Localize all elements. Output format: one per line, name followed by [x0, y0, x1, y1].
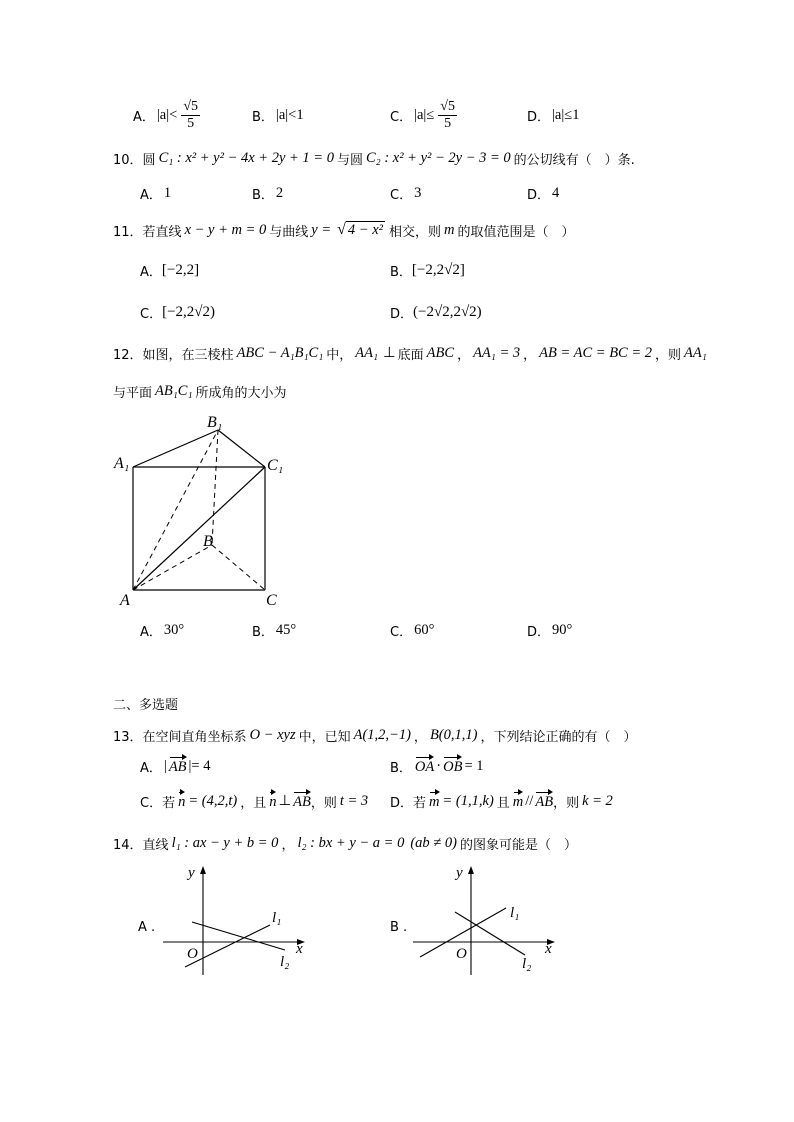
q11-option-b: [390, 258, 465, 282]
stem-text: 所成角的大小为: [195, 385, 287, 401]
question-number: 13．: [113, 729, 143, 745]
line-l2-equation: l₂ : bx + y − a = 0: [297, 834, 405, 851]
line-l2: [192, 922, 285, 950]
q14-figure-a: [130, 860, 310, 980]
option-math: t = 3: [339, 792, 369, 809]
point-a: A(1,2,−1): [353, 726, 411, 743]
option-value: (−2√2,2√2): [413, 303, 482, 320]
option-text: 且: [496, 795, 510, 811]
line-label-l1: l₁: [510, 905, 520, 921]
stem-text: 底面: [397, 347, 424, 363]
option-label: D．: [527, 187, 551, 203]
q11-option-c: [140, 300, 215, 324]
coordinate-system: O − xyz: [249, 726, 296, 743]
option-text: 若: [413, 795, 427, 811]
option-label: B．: [390, 264, 412, 280]
fraction-numerator: √5: [183, 98, 199, 114]
vector-m: m: [429, 793, 440, 810]
stem-text: 与平面: [113, 385, 153, 401]
q14-stem: [113, 831, 577, 855]
option-math: = 1: [464, 757, 484, 774]
q12-option-c: [390, 618, 436, 642]
edge-length: AA₁ = 3: [473, 344, 521, 361]
base-name: ABC: [426, 344, 455, 361]
stem-text: 圆: [142, 152, 156, 168]
vector-n: n: [178, 793, 186, 810]
line-label-l2: l₂: [522, 956, 532, 972]
edge-b1-b: [212, 430, 218, 545]
option-text: ，且: [240, 795, 267, 811]
stem-text: ，: [457, 347, 471, 363]
prism-name: ABC − A₁B₁C₁: [236, 344, 324, 361]
stem-text: ，: [523, 347, 537, 363]
stem-text: 的取值范围是（ ）: [457, 224, 575, 240]
vector-ob: OB: [443, 758, 463, 775]
option-math: |a|≤: [414, 106, 435, 123]
plane-name: AB₁C₁: [155, 382, 193, 399]
q10-option-d: [527, 181, 561, 205]
q14-figure-b: [400, 860, 570, 980]
line-equation: x − y + m = 0: [184, 221, 267, 238]
q9-option-d: [527, 95, 581, 135]
segment-a-c1: [133, 467, 265, 590]
vertex-label-b: B: [203, 533, 213, 550]
y-axis-arrow: [200, 866, 206, 874]
fraction: [438, 99, 457, 132]
stem-text: 中，: [326, 347, 353, 363]
edge-a1-b1: [133, 430, 218, 467]
circle-equation-2: C₂ : x² + y² − 2y − 3 = 0: [365, 149, 511, 166]
edge-b-c: [212, 545, 265, 590]
vertex-label-a1: A₁: [114, 455, 130, 472]
option-label: C．: [140, 306, 163, 322]
option-label: D．: [390, 306, 414, 322]
option-value: 1: [163, 184, 172, 201]
q14-figure-b-label: B .: [390, 919, 408, 935]
option-value: 45°: [275, 621, 297, 638]
section-title: 二、多选题: [113, 697, 179, 713]
option-label: C．: [390, 624, 413, 640]
q12-stem-line-2: [113, 379, 287, 403]
vertex-label-c1: C₁: [267, 457, 284, 474]
option-math: |= 4: [188, 757, 211, 774]
line-l1-equation: l₁ : ax − y + b = 0: [171, 834, 279, 851]
stem-text: 若直线: [142, 224, 182, 240]
stem-text: ，则: [655, 347, 682, 363]
option-label: B．: [252, 109, 274, 125]
q9-option-c: [390, 95, 457, 135]
circle-equation-1: C₁ : x² + y² − 4x + 2y + 1 = 0: [158, 149, 334, 166]
stem-text: ，: [281, 837, 295, 853]
vector-oa: OA: [414, 758, 435, 775]
q10-option-b: [252, 181, 285, 205]
option-label: A．: [140, 187, 162, 203]
q9-option-b: [252, 95, 306, 135]
q13-option-b: [390, 754, 486, 778]
option-value: [−2,2]: [161, 261, 200, 278]
axis-label-x: x: [545, 941, 552, 957]
stem-text: 中，已知: [298, 729, 351, 745]
q12-option-b: [252, 618, 298, 642]
q11-option-d: [390, 300, 482, 324]
option-math: k = 2: [582, 792, 613, 809]
option-label: B．: [252, 187, 274, 203]
question-number: 10．: [113, 152, 143, 168]
question-number: 12．: [113, 347, 143, 363]
vertex-label-a: A: [120, 592, 130, 609]
q10-stem: [113, 146, 635, 170]
vector-ab: AB: [293, 793, 311, 810]
origin-label: O: [456, 946, 467, 962]
fraction-denominator: 5: [187, 115, 195, 131]
vertex-label-b1: B₁: [207, 414, 223, 431]
fraction-denominator: 5: [444, 115, 452, 131]
edge-b1-c1: [218, 430, 265, 467]
perpendicular-symbol: ⊥: [383, 344, 396, 361]
q14-figure-a-label: A .: [138, 919, 156, 935]
q11-stem: [113, 218, 575, 242]
q12-stem-line-1: [113, 341, 710, 365]
option-label: C．: [390, 187, 413, 203]
vector-n: n: [269, 793, 277, 810]
stem-text: ，下列结论正确的有（ ）: [480, 729, 637, 745]
q13-option-a: [140, 754, 213, 778]
q13-option-d: [390, 789, 616, 813]
q13-stem: [113, 723, 636, 747]
vector-ab: AB: [168, 758, 187, 775]
option-label: B．: [252, 624, 274, 640]
option-math: |a|<1: [275, 106, 304, 123]
stem-text: 直线: [142, 837, 169, 853]
option-math: = (1,1,k): [442, 792, 494, 809]
question-number: 14．: [113, 837, 143, 853]
stem-text: ，: [413, 729, 427, 745]
radicand: 4 − x²: [347, 222, 383, 238]
q11-option-a: [140, 258, 199, 282]
edge-a-b: [133, 545, 212, 590]
q9-option-a: [133, 95, 200, 135]
stem-text: 与圆: [336, 152, 363, 168]
option-math: |a|≤1: [552, 106, 580, 123]
option-label: C．: [390, 109, 413, 125]
parallel-symbol: //: [525, 792, 534, 809]
option-math: |a|<: [156, 106, 178, 123]
option-label: A．: [140, 624, 162, 640]
stem-text: 相交，则: [389, 224, 442, 240]
stem-text: 在空间直角坐标系: [142, 729, 247, 745]
option-value: 2: [275, 184, 284, 201]
option-text: ，则: [310, 795, 337, 811]
abs-bar: |: [163, 757, 167, 774]
option-label: D．: [527, 109, 551, 125]
option-value: 60°: [414, 621, 435, 638]
option-label: D．: [390, 795, 414, 811]
stem-text: 的公切线有（ ）条.: [513, 152, 635, 168]
point-b: B(0,1,1): [429, 726, 478, 743]
vector-ab: AB: [535, 793, 554, 810]
option-value: [−2,2√2]: [411, 261, 465, 278]
axis-label-x: x: [296, 941, 303, 957]
option-value: 30°: [163, 621, 185, 638]
parameter-m: m: [444, 221, 455, 238]
option-math: = (4,2,t): [188, 792, 238, 809]
q10-option-a: [140, 181, 173, 205]
condition: (ab ≠ 0): [410, 834, 457, 851]
q13-option-c: [140, 789, 371, 813]
line-label-l1: l₁: [272, 910, 282, 926]
axis-label-y: y: [456, 865, 463, 881]
vector-m: m: [512, 793, 524, 810]
side-lengths: AB = AC = BC = 2: [539, 344, 653, 361]
option-label: A．: [140, 264, 162, 280]
option-value: 4: [552, 184, 560, 201]
perpendicular-symbol: ⊥: [278, 792, 292, 809]
option-text: ，则: [553, 795, 580, 811]
option-label: A．: [133, 109, 155, 125]
fraction-numerator: √5: [440, 98, 455, 114]
curve-lhs: y =: [311, 221, 332, 238]
option-text: 若: [162, 795, 176, 811]
edge-aa1: AA₁: [684, 344, 707, 361]
axis-label-y: y: [188, 865, 195, 881]
q12-option-a: [140, 618, 186, 642]
fraction: [181, 99, 200, 132]
q10-option-c: [390, 181, 423, 205]
stem-text: 与曲线: [269, 224, 309, 240]
option-value: 3: [414, 184, 422, 201]
y-axis-arrow: [468, 866, 474, 874]
stem-text: 如图，在三棱柱: [142, 347, 234, 363]
prism-figure: [100, 405, 300, 615]
dot-symbol: ·: [436, 757, 442, 774]
q12-option-d: [527, 618, 574, 642]
option-value: 90°: [552, 621, 573, 638]
option-value: [−2,2√2): [162, 303, 216, 320]
radical-sign: √: [337, 221, 346, 238]
line-label-l2: l₂: [280, 954, 290, 970]
option-label: A．: [140, 760, 162, 776]
option-label: C．: [140, 795, 163, 811]
edge-aa1: AA₁: [355, 344, 379, 361]
origin-label: O: [187, 946, 198, 962]
stem-text: 的图象可能是（ ）: [459, 837, 577, 853]
option-label: B．: [390, 760, 412, 776]
option-label: D．: [527, 624, 551, 640]
question-number: 11．: [113, 224, 143, 240]
vertex-label-c: C: [266, 592, 277, 609]
